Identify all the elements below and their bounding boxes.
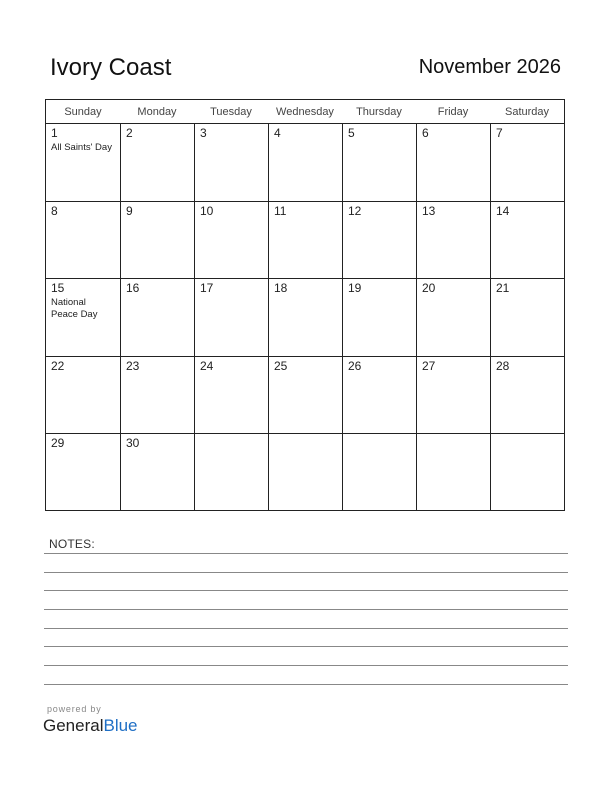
day-cell (120, 433, 194, 510)
day-cell (268, 356, 342, 433)
day-cell (46, 356, 120, 433)
day-cell (46, 201, 120, 278)
note-line (44, 590, 568, 591)
day-number: 4 (274, 126, 281, 140)
day-cell (342, 433, 416, 510)
day-cell (342, 124, 416, 201)
weekday-header: Monday (120, 100, 194, 124)
day-number: 8 (51, 204, 58, 219)
day-cell (342, 278, 416, 355)
day-number: 1 (51, 126, 58, 140)
note-line (44, 646, 568, 647)
day-number: 2 (126, 126, 133, 140)
brand-logo (43, 716, 138, 736)
day-cell (416, 356, 490, 433)
day-cell (416, 433, 490, 510)
day-cell (194, 124, 268, 201)
day-number: 24 (200, 358, 214, 373)
day-cell (268, 278, 342, 355)
day-cell (490, 356, 564, 433)
notes-label: NOTES: (49, 537, 95, 551)
weekday-header: Sunday (46, 100, 120, 124)
day-number: 27 (422, 358, 436, 373)
note-line (44, 665, 568, 666)
weekday-header: Saturday (490, 100, 564, 124)
month-year-title: November 2026 (418, 56, 561, 78)
country-title: Ivory Coast (50, 54, 172, 81)
day-number: 19 (348, 281, 362, 296)
day-number: 28 (496, 358, 510, 373)
day-number: 20 (422, 281, 436, 296)
brand-logo-blue: Blue (103, 716, 138, 735)
day-number: 25 (274, 358, 288, 373)
day-cell (46, 433, 120, 510)
day-number: 13 (422, 204, 436, 219)
day-cell (268, 201, 342, 278)
day-number: 6 (422, 126, 429, 140)
day-cell (120, 278, 194, 355)
day-number: 14 (496, 204, 510, 219)
day-cell (194, 356, 268, 433)
day-cell (46, 278, 120, 355)
day-number: 17 (200, 281, 214, 296)
day-cell (342, 356, 416, 433)
day-cell (120, 356, 194, 433)
day-cell (416, 278, 490, 355)
day-number: 9 (126, 204, 133, 219)
day-number: 21 (496, 281, 510, 296)
day-cell (194, 201, 268, 278)
day-cell (120, 201, 194, 278)
day-number: 23 (126, 358, 140, 373)
note-line (44, 553, 568, 554)
day-number: 15 (51, 281, 65, 296)
day-cell (416, 201, 490, 278)
day-number: 3 (200, 126, 207, 140)
note-line (44, 628, 568, 629)
weekday-header: Tuesday (194, 100, 268, 124)
day-cell (194, 278, 268, 355)
weekday-header: Thursday (342, 100, 416, 124)
day-number: 22 (51, 358, 65, 373)
day-cell (490, 433, 564, 510)
day-number: 5 (348, 126, 355, 140)
day-cell (416, 124, 490, 201)
day-cell (46, 124, 120, 201)
holiday-label: All Saints' Day (51, 142, 112, 153)
note-line (44, 572, 568, 573)
holiday-label: National Peace Day (51, 297, 98, 321)
brand-logo-general: General (43, 716, 104, 735)
day-number: 7 (496, 126, 503, 140)
weekday-header: Wednesday (268, 100, 342, 124)
day-number: 29 (51, 435, 65, 450)
day-cell (490, 124, 564, 201)
powered-by-text: powered by (47, 704, 102, 714)
note-line (44, 609, 568, 610)
day-cell (268, 124, 342, 201)
day-cell (120, 124, 194, 201)
day-number: 30 (126, 435, 140, 450)
day-cell (490, 201, 564, 278)
day-number: 16 (126, 281, 140, 296)
calendar-grid (45, 99, 565, 511)
day-cell (342, 201, 416, 278)
day-number: 26 (348, 358, 362, 373)
day-number: 11 (274, 204, 287, 219)
day-cell (194, 433, 268, 510)
day-number: 12 (348, 204, 362, 219)
day-cell (268, 433, 342, 510)
day-number: 18 (274, 281, 288, 296)
day-number: 10 (200, 204, 214, 219)
day-cell (490, 278, 564, 355)
weekday-header: Friday (416, 100, 490, 124)
note-line (44, 684, 568, 685)
